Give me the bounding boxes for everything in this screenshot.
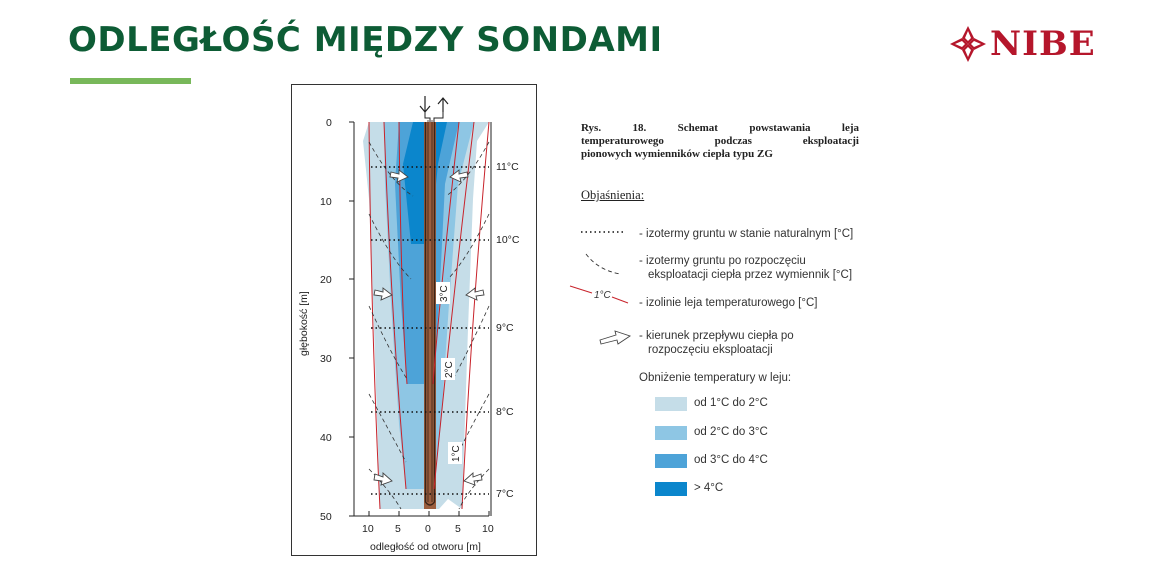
swatch-2-3	[655, 426, 687, 440]
isotherm-label-11: 11°C	[496, 161, 519, 173]
title-underline	[70, 78, 191, 84]
zone-label-2: 2°C	[444, 361, 455, 378]
caption-line: temperaturowego podczas eksploatacji	[581, 135, 859, 147]
x-tick-5-left: 5	[395, 523, 401, 535]
swatch-label: > 4°C	[694, 482, 724, 494]
legend-item-flow	[639, 329, 794, 357]
y-tick-20: 20	[320, 274, 332, 286]
isotherm-label-10: 10°C	[496, 234, 520, 246]
x-axis-label: odległość od otworu [m]	[370, 541, 481, 553]
legend-red-label: 1°C	[594, 290, 611, 301]
x-tick-0: 0	[425, 523, 431, 535]
swatch-1-2	[655, 397, 687, 411]
y-tick-40: 40	[320, 432, 332, 444]
legend-text: - kierunek przepływu ciepła po	[639, 330, 794, 342]
swatch-4-plus	[655, 482, 687, 496]
legend-title: Objaśnienia:	[581, 188, 645, 202]
swatch-label: od 2°C do 3°C	[694, 426, 768, 438]
nibe-logo-icon	[948, 24, 988, 64]
swatch-label: od 3°C do 4°C	[694, 454, 768, 466]
swatch-3-4	[655, 454, 687, 468]
x-tick-10-right: 10	[482, 523, 494, 535]
figure-caption	[581, 122, 859, 161]
caption-line: Rys. 18. Schemat powstawania leja	[581, 122, 859, 134]
legend-text: rozpoczęciu eksploatacji	[648, 344, 773, 356]
y-tick-10: 10	[320, 196, 332, 208]
isotherm-label-7: 7°C	[496, 488, 514, 500]
caption-line: pionowych wymienników ciepła typu ZG	[581, 148, 773, 160]
legend-text: - izotermy gruntu po rozpoczęciu	[639, 255, 806, 267]
logo-text: NIBE	[990, 24, 1096, 64]
legend-arrow-icon	[598, 328, 632, 346]
legend-dashed-curve-icon	[584, 252, 624, 276]
page-title: ODLEGŁOŚĆ MIĘDZY SONDAMI	[68, 20, 663, 60]
reduction-title: Obniżenie temperatury w leju:	[639, 372, 792, 384]
zone-label-3: 3°C	[439, 285, 450, 302]
borehole-diagram	[291, 84, 537, 556]
nibe-logo	[948, 24, 1110, 64]
isotherm-label-8: 8°C	[496, 406, 514, 418]
x-tick-10-left: 10	[362, 523, 374, 535]
legend-item-funnel	[639, 296, 817, 310]
legend-item-after	[639, 254, 852, 282]
legend-text: - izotermy gruntu w stanie naturalnym [°C]	[639, 228, 854, 240]
legend-text: - izolinie leja temperaturowego [°C]	[639, 297, 818, 309]
isotherm-label-9: 9°C	[496, 322, 514, 334]
zone-label-1: 1°C	[451, 445, 462, 462]
x-tick-5-right: 5	[455, 523, 461, 535]
legend-text: eksploatacji ciepła przez wymiennik [°C]	[648, 269, 853, 281]
legend-dotted-line-icon	[580, 228, 626, 236]
y-axis-label: głębokość [m]	[298, 291, 310, 356]
swatch-label: od 1°C do 2°C	[694, 397, 768, 409]
y-tick-0: 0	[326, 117, 332, 129]
y-tick-30: 30	[320, 353, 332, 365]
legend-item-natural	[639, 227, 853, 241]
y-tick-50: 50	[320, 511, 332, 523]
